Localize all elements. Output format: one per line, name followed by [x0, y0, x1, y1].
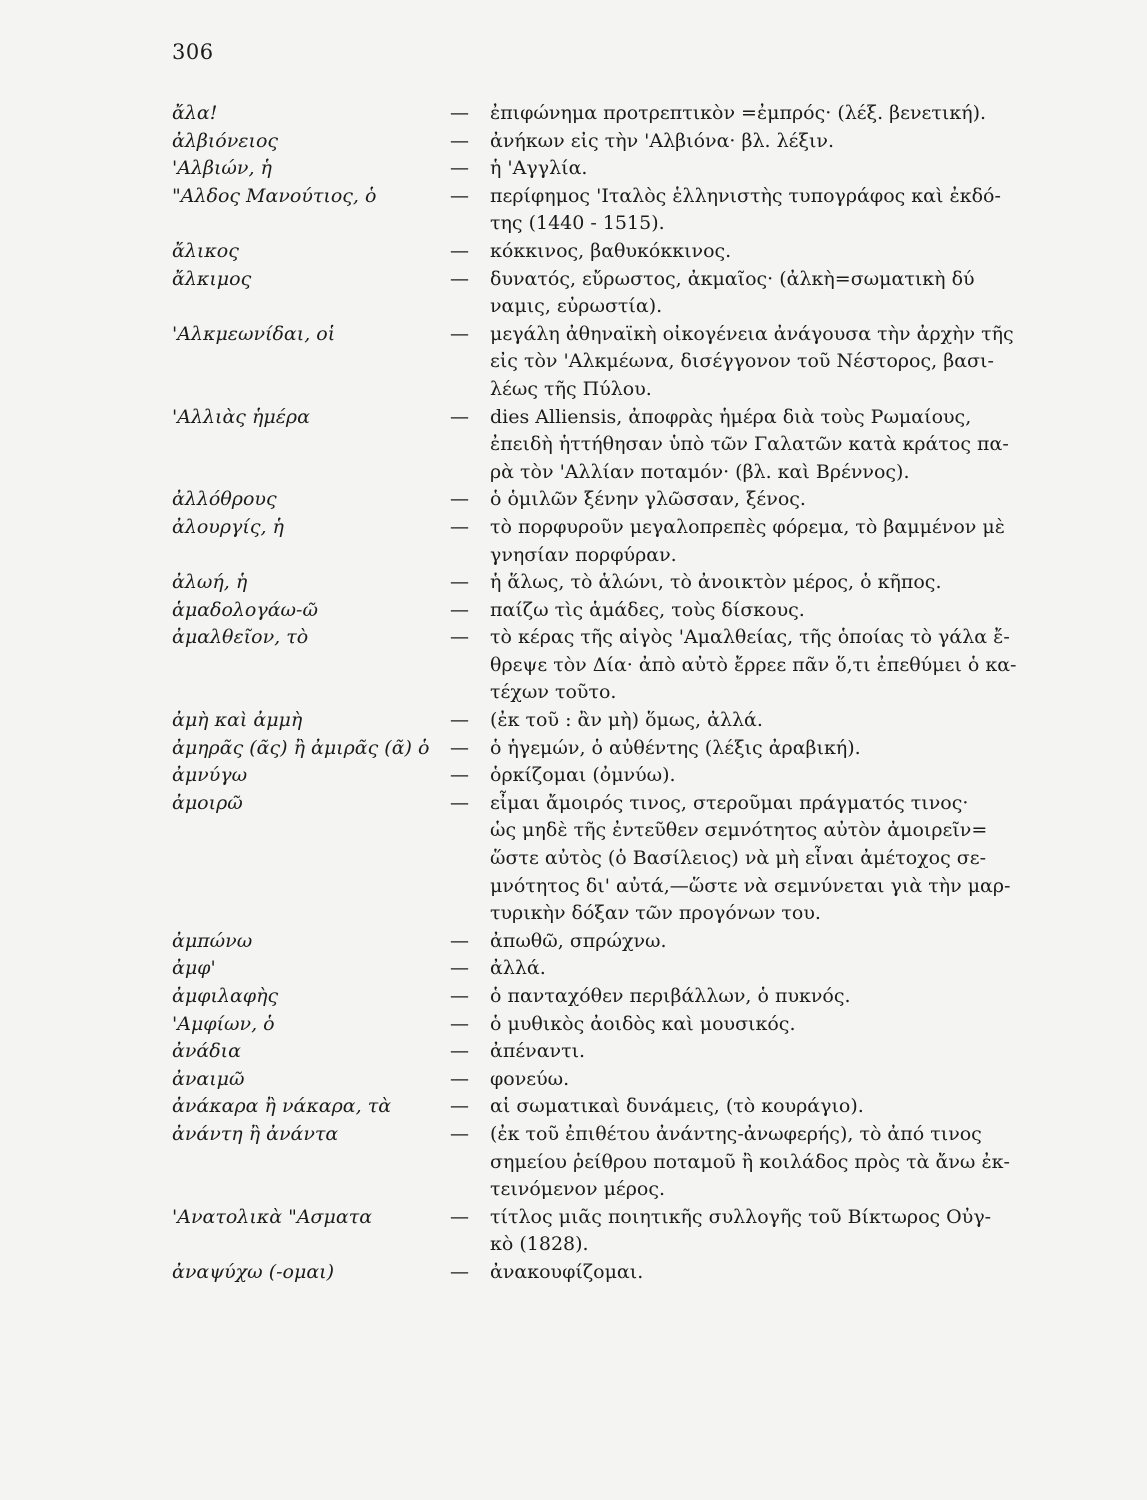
glossary-definition: τίτλος μιᾶς ποιητικῆς συλλογῆς τοῦ Βίκτωρος Οὐγ- κὸ (1828).: [490, 1205, 992, 1256]
glossary-definition: παίζω τὶς ἁμάδες, τοὺς δίσκους.: [490, 598, 805, 621]
entry-dash: —: [450, 1040, 469, 1063]
glossary-term: 'Αλλιὰς ἡμέρα: [172, 405, 310, 428]
entry-dash: —: [450, 957, 469, 980]
glossary-entry: [172, 486, 1032, 514]
glossary-term: 'Αλβιών, ἡ: [172, 157, 272, 180]
glossary-entry: [172, 983, 1032, 1011]
glossary-definition: κόκκινος, βαθυκόκκινος.: [490, 239, 732, 262]
glossary-term: 'Αλκμεωνίδαι, οἱ: [172, 322, 336, 345]
glossary-term: ἀλουργίς, ἡ: [172, 515, 284, 538]
glossary-definition: ὁρκίζομαι (ὀμνύω).: [490, 764, 676, 787]
entry-dash: —: [450, 405, 469, 428]
glossary-term: ἀμηρᾶς (ᾶς) ἢ ἀμιρᾶς (ᾶ) ὁ: [172, 736, 430, 759]
glossary-definition: (ἐκ τοῦ : ἂν μὴ) ὅμως, ἀλλά.: [490, 709, 763, 732]
glossary-entry: [172, 790, 1032, 928]
glossary-definition: ἀνήκων εἰς τὴν 'Αλβιόνα· βλ. λέξιν.: [490, 129, 834, 152]
glossary-definition: τὸ πορφυροῦν μεγαλοπρεπὲς φόρεμα, τὸ βαμμένον μὲ γνησίαν πορφύραν.: [490, 515, 1005, 566]
glossary-entry: [172, 404, 1032, 487]
entry-dash: —: [450, 764, 469, 787]
glossary-term: ἀμοιρῶ: [172, 791, 243, 814]
glossary-entry: [172, 183, 1032, 238]
entry-dash: —: [450, 239, 469, 262]
entry-dash: —: [450, 1205, 469, 1228]
glossary-entry: [172, 1093, 1032, 1121]
glossary-definition: ἀπέναντι.: [490, 1040, 586, 1063]
entry-dash: —: [450, 791, 469, 814]
glossary-definition: περίφημος 'Ιταλὸς ἑλληνιστὴς τυπογράφος καὶ ἐκδό- της (1440 - 1515).: [490, 184, 1001, 235]
entry-dash: —: [450, 1122, 469, 1145]
entry-dash: —: [450, 985, 469, 1007]
glossary-entry: [172, 100, 1032, 128]
glossary-definition: μεγάλη ἀθηναϊκὴ οἰκογένεια ἀνάγουσα τὴν ἀρχὴν τῆς εἰς τὸν 'Αλκμέωνα, δισέγγονον τοῦ Νέστορος, βασι- λέως τῆς Πύλου.: [490, 322, 1014, 400]
glossary-definition: φονεύω.: [490, 1067, 570, 1090]
glossary-definition: dies Alliensis, ἀποφρὰς ἡμέρα διὰ τοὺς Ρωμαίους, ἐπειδὴ ἡττήθησαν ὑπὸ τῶν Γαλατῶν κατὰ κράτος πα- ρὰ τὸν 'Αλλίαν ποταμόν· (βλ. καὶ Βρέννος).: [490, 405, 1009, 483]
glossary-definition: ἡ 'Αγγλία.: [490, 157, 588, 180]
glossary-entry: [172, 1038, 1032, 1066]
entry-dash: —: [450, 571, 469, 594]
glossary-definition: ἀνακουφίζομαι.: [490, 1260, 644, 1283]
glossary-entry: [172, 624, 1032, 707]
glossary-term: ἀλλόθρους: [172, 488, 277, 511]
glossary-entry: [172, 928, 1032, 956]
entry-dash: —: [450, 626, 469, 649]
glossary-entry: [172, 266, 1032, 321]
glossary-term: ἀνάντη ἢ ἀνάντα: [172, 1122, 339, 1145]
entry-dash: —: [450, 129, 469, 152]
glossary-entry: [172, 128, 1032, 156]
glossary-entry: [172, 238, 1032, 266]
glossary-definition: ὁ πανταχόθεν περιβάλλων, ὁ πυκνός.: [490, 985, 851, 1007]
glossary-term: ἀμνύγω: [172, 764, 248, 787]
glossary-term: ἀναιμῶ: [172, 1067, 245, 1090]
glossary-term: ἀλωή, ἡ: [172, 571, 248, 594]
glossary-entry: [172, 1011, 1032, 1039]
entry-dash: —: [450, 102, 469, 124]
glossary-entry: [172, 1204, 1032, 1259]
glossary-entry: [172, 1259, 1032, 1287]
glossary-entry: [172, 955, 1032, 983]
glossary-definition: τὸ κέρας τῆς αἰγὸς 'Αμαλθείας, τῆς ὁποίας τὸ γάλα ἔ- θρεψε τὸν Δία· ἀπὸ αὐτὸ ἔρρεε πᾶν ὅ,τι ἐπεθύμει ὁ κα- τέχων τοῦτο.: [490, 626, 1017, 704]
glossary-term: ἄλα!: [172, 102, 218, 124]
glossary-definition: δυνατός, εὔρωστος, ἀκμαῖος· (ἀλκὴ=σωματικὴ δύ ναμις, εὐρωστία).: [490, 267, 975, 318]
entry-dash: —: [450, 267, 469, 290]
glossary-term: ἀμπώνω: [172, 929, 253, 952]
glossary-entry: [172, 1066, 1032, 1094]
glossary-term: ἀμφιλαφὴς: [172, 985, 279, 1007]
entry-dash: —: [450, 1012, 469, 1035]
glossary-term: ἀναψύχω (-ομαι): [172, 1260, 335, 1283]
glossary-list: [172, 100, 1032, 1287]
glossary-entry: [172, 155, 1032, 183]
entry-dash: —: [450, 1067, 469, 1090]
glossary-definition: ἀπωθῶ, σπρώχνω.: [490, 929, 667, 952]
page-number: 306: [172, 40, 214, 64]
glossary-entry: [172, 321, 1032, 404]
glossary-definition: ὁ μυθικὸς ἀοιδὸς καὶ μουσικός.: [490, 1012, 796, 1035]
glossary-definition: εἶμαι ἄμοιρός τινος, στεροῦμαι πράγματός τινος· ὡς μηδὲ τῆς ἐντεῦθεν σεμνότητος αὐτὸν ἀμοιρεῖν= ὥστε αὐτὸς (ὁ Βασίλειος) νὰ μὴ εἶναι ἀμέτοχος σε- μνότητος δι' αὐτά,—ὥστε νὰ σεμνύνεται γιὰ τὴν μαρ- τυρικὴν δόξαν τῶν προγόνων του.: [490, 791, 1011, 925]
glossary-entry: [172, 569, 1032, 597]
glossary-term: ἀλβιόνειος: [172, 129, 279, 152]
entry-dash: —: [450, 488, 469, 511]
glossary-entry: [172, 762, 1032, 790]
entry-dash: —: [450, 709, 469, 732]
entry-dash: —: [450, 515, 469, 538]
glossary-term: "Αλδος Μανούτιος, ὁ: [172, 184, 377, 207]
glossary-entry: [172, 514, 1032, 569]
entry-dash: —: [450, 322, 469, 345]
glossary-definition: αἱ σωματικαὶ δυνάμεις, (τὸ κουράγιο).: [490, 1095, 864, 1118]
glossary-entry: [172, 1121, 1032, 1204]
entry-dash: —: [450, 157, 469, 180]
glossary-entry: [172, 597, 1032, 625]
glossary-term: ἄλκιμος: [172, 267, 252, 290]
glossary-term: 'Αμφίων, ὁ: [172, 1012, 275, 1035]
entry-dash: —: [450, 736, 469, 759]
glossary-term: ἀμφ': [172, 957, 216, 980]
entry-dash: —: [450, 184, 469, 207]
glossary-term: ἀνάκαρα ἢ νάκαρα, τὰ: [172, 1095, 392, 1118]
glossary-term: ἀμαλθεῖον, τὸ: [172, 626, 309, 649]
glossary-term: ἄλικος: [172, 239, 239, 262]
glossary-definition: (ἐκ τοῦ ἐπιθέτου ἀνάντης-ἀνωφερής), τὸ ἀπό τινος σημείου ῥείθρου ποταμοῦ ἢ κοιλάδος πρὸς τὰ ἄνω ἐκ- τεινόμενον μέρος.: [490, 1122, 1010, 1201]
entry-dash: —: [450, 929, 469, 952]
glossary-definition: ἡ ἅλως, τὸ ἁλώνι, τὸ ἀνοικτὸν μέρος, ὁ κῆπος.: [490, 571, 942, 594]
entry-dash: —: [450, 1095, 469, 1118]
glossary-definition: ὁ ἡγεμών, ὁ αὐθέντης (λέξις ἀραβική).: [490, 736, 861, 759]
glossary-term: 'Ανατολικὰ "Ασματα: [172, 1205, 373, 1228]
entry-dash: —: [450, 1260, 469, 1283]
entry-dash: —: [450, 598, 469, 621]
glossary-term: ἀμὴ καὶ ἀμμὴ: [172, 709, 303, 732]
glossary-definition: ὁ ὁμιλῶν ξένην γλῶσσαν, ξένος.: [490, 488, 806, 511]
glossary-definition: ἀλλά.: [490, 957, 546, 980]
glossary-entry: [172, 735, 1032, 763]
glossary-term: ἀνάδια: [172, 1040, 241, 1063]
glossary-entry: [172, 707, 1032, 735]
glossary-term: ἁμαδολογάω-ῶ: [172, 598, 318, 621]
glossary-definition: ἐπιφώνημα προτρεπτικὸν =ἐμπρός· (λέξ. βενετική).: [490, 102, 987, 124]
